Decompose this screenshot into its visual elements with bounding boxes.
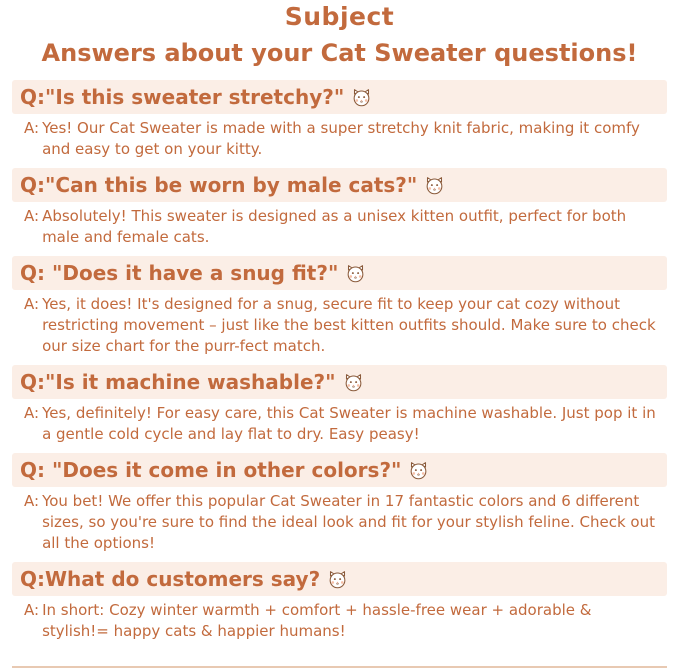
answer-text: Yes, it does! It's designed for a snug, secure fit to keep your cat cozy without restricting movement – just like the best kitten outfits should. Make sure to check our size chart for the purr-fect match. — [42, 295, 656, 355]
answer-text: Yes, definitely! For easy care, this Cat Sweater is machine washable. Just pop it in a gentle cold cycle and lay flat to dry. Easy peasy! — [42, 404, 656, 443]
faq-question-row — [12, 365, 667, 399]
question-text: What do customers say? — [45, 566, 321, 591]
faq-answer-row — [12, 114, 667, 166]
question-text: "Is this sweater stretchy?" — [45, 84, 345, 109]
answer-text: Yes! Our Cat Sweater is made with a super stretchy knit fabric, making it comfy and easy to get on your kitty. — [42, 119, 640, 158]
answer-prefix: A: — [24, 601, 40, 619]
faq-question-row — [12, 453, 667, 487]
faq-question-row — [12, 562, 667, 596]
faq-item — [12, 256, 667, 363]
question-prefix: Q: — [20, 457, 45, 482]
page-subject-label: Subject — [284, 2, 395, 31]
answer-prefix: A: — [24, 492, 40, 510]
question-prefix: Q: — [20, 369, 45, 394]
faq-item — [12, 80, 667, 166]
faq-list — [12, 80, 667, 648]
faq-answer-row — [12, 202, 667, 254]
faq-question-row — [12, 256, 667, 290]
answer-prefix: A: — [24, 119, 40, 137]
answer-text: Absolutely! This sweater is designed as a unisex kitten outfit, perfect for both male and female cats. — [42, 207, 627, 246]
faq-question-row — [12, 168, 667, 202]
answer-prefix: A: — [24, 295, 40, 313]
cat-face-icon — [327, 569, 348, 590]
question-text: "Does it have a snug fit?" — [45, 260, 339, 285]
faq-question-row — [12, 80, 667, 114]
cat-face-icon — [408, 460, 429, 481]
answer-prefix: A: — [24, 404, 40, 422]
answer-prefix: A: — [24, 207, 40, 225]
question-text: "Is it machine washable?" — [45, 369, 336, 394]
faq-answer-row — [12, 487, 667, 560]
cat-face-icon — [345, 263, 366, 284]
cat-face-icon — [351, 87, 372, 108]
faq-item — [12, 453, 667, 560]
faq-item — [12, 562, 667, 648]
answer-text: In short: Cozy winter warmth + comfort + hassle-free wear + adorable & stylish!= happy cats & happier humans! — [42, 601, 592, 640]
question-prefix: Q: — [20, 260, 45, 285]
cat-face-icon — [424, 175, 445, 196]
faq-answer-row — [12, 596, 667, 648]
cat-face-icon — [343, 372, 364, 393]
faq-item — [12, 365, 667, 451]
faq-item — [12, 168, 667, 254]
page-title: Answers about your Cat Sweater questions! — [41, 39, 638, 67]
answer-text: You bet! We offer this popular Cat Sweater in 17 fantastic colors and 6 different sizes, so you're sure to find the ideal look and fit for your stylish feline. Check out all the options! — [42, 492, 655, 552]
faq-answer-row — [12, 399, 667, 451]
faq-page — [0, 2, 679, 668]
question-text: "Does it come in other colors?" — [45, 457, 402, 482]
faq-answer-row — [12, 290, 667, 363]
question-prefix: Q: — [20, 566, 45, 591]
question-prefix: Q: — [20, 172, 45, 197]
question-prefix: Q: — [20, 84, 45, 109]
question-text: "Can this be worn by male cats?" — [45, 172, 418, 197]
